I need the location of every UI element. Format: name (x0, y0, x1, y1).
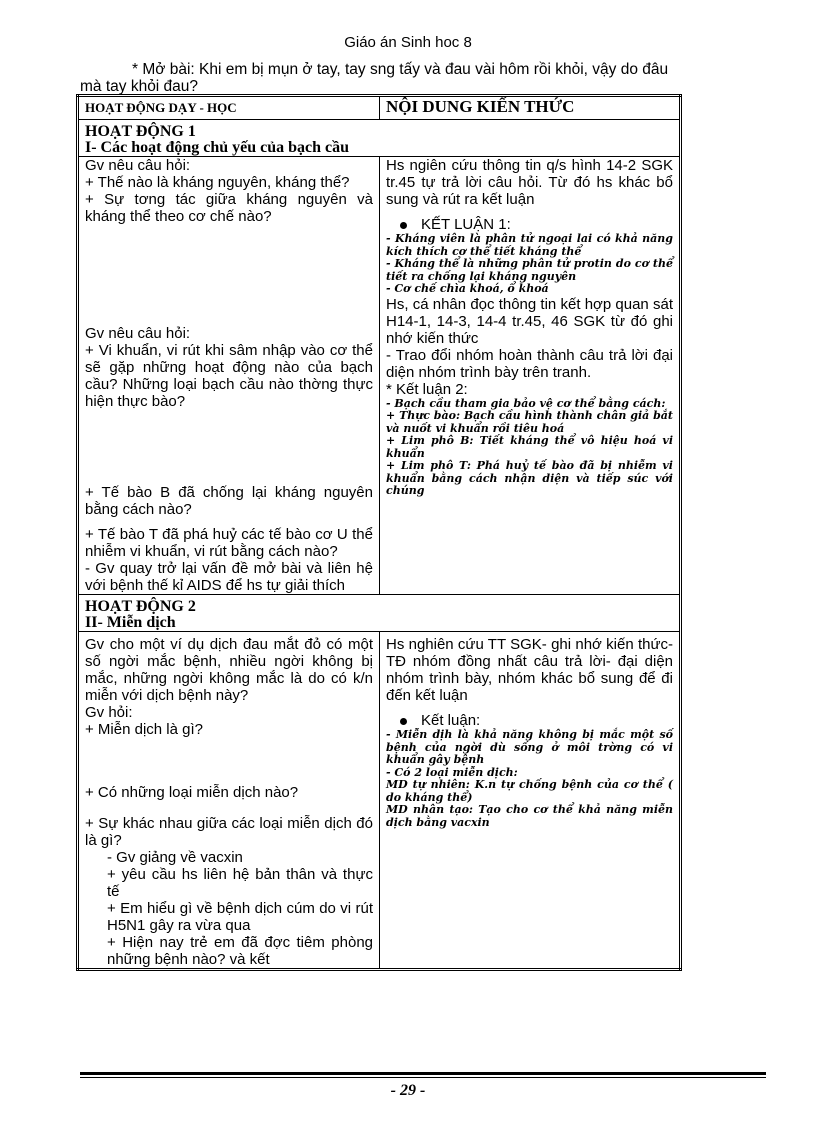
a1-left-7: - Gv quay trở lại vấn đề mở bài và liên hệ với bệnh thế kỉ AIDS để hs tự giải thích (85, 560, 373, 594)
a1-kl2-head: * Kết luận 2: (386, 380, 468, 398)
page-header-title: Giáo án Sinh hoc 8 (344, 34, 472, 51)
a1-left-4: + Vi khuẩn, vi rút khi sâm nhập vào cơ thể sẽ gặp những hoạt động nào của bạch cầu? Những loại bạch cầu nào thờng thực hiện thực bào? (85, 342, 373, 410)
spacer (85, 738, 373, 784)
footer-rule-thick (80, 1072, 766, 1075)
table-header-row (78, 96, 681, 120)
activity-1-title-row (78, 120, 681, 157)
a1-kl2-2: + Lim phô B: Tiết kháng thể vô hiệu hoá vi khuẩn (386, 434, 673, 460)
a2-left-7: + Em hiểu gì về bệnh dịch cúm do vi rút H5N1 gây ra vừa qua (107, 900, 373, 934)
a2-left-6: + yêu cầu hs liên hệ bản thân và thực tế (107, 866, 373, 900)
a2-right-intro: Hs nghiên cứu TT SGK- ghi nhớ kiến thức- TĐ nhóm đồng nhất câu trả lời- đại diện nhóm trình bày, nhóm khác bổ sung để đi đến kết luận (386, 636, 673, 704)
col-header-content: NỘI DUNG KIẾN THỨC (380, 96, 681, 120)
activity-2-content-cell (380, 632, 681, 970)
a2-left-1: Gv hỏi: (85, 704, 133, 721)
activity-1-title-cell (78, 120, 681, 157)
a1-kl2-0: - Bạch cầu tham gia bảo vệ cơ thể bằng cách: (386, 396, 666, 410)
activity-2-body-row (78, 632, 681, 970)
a2-left-2: + Miễn dịch là gì? (85, 721, 203, 738)
a1-kl1-1: - Kháng thể là những phân tử protin do cơ thể tiết ra chống lại kháng nguyên (386, 257, 673, 283)
a1-right-intro: Hs ngiên cứu thông tin q/s hình 14-2 SGK tr.45 tự trả lời câu hỏi. Từ đó hs khác bổ sung và rút ra kết luận (386, 157, 673, 208)
a1-left-5: + Tế bào B đã chống lại kháng nguyên bằng cách nào? (85, 484, 373, 518)
intro-paragraph (80, 61, 766, 95)
a1-kl1-0: - Kháng viên là phân tử ngoại lai có khả năng kích thích cơ thể tiết kháng thể (386, 232, 673, 258)
spacer (85, 518, 373, 526)
a2-left-8: + Hiện nay trẻ em đã đợc tiêm phòng những bệnh nào? và kết (107, 934, 373, 968)
a1-kl1-head (386, 216, 673, 233)
lesson-table (76, 94, 682, 971)
a2-left-5: - Gv giảng về vacxin (107, 849, 243, 866)
a1-left-2: + Sự tơng tác giữa kháng nguyên và kháng thể theo cơ chế nào? (85, 191, 373, 225)
a2-kl-2: MD tự nhiên: K.n tự chống bệnh của cơ thể ( do kháng thể) (386, 778, 673, 804)
a1-left-0: Gv nêu câu hỏi: (85, 157, 191, 174)
a2-kl-0: - Miễn dịh là khả năng không bị mắc một số bệnh của ngời dù sống ở môi trờng có vi khuẩn gây bệnh (386, 728, 673, 766)
spacer (85, 801, 373, 815)
a1-right-mid2: - Trao đổi nhóm hoàn thành câu trả lời đại diện nhóm trình bày trên tranh. (386, 346, 673, 381)
a2-left-4: + Sự khác nhau giữa các loại miễn dịch đó là gì? (85, 815, 373, 849)
intro-line-1: * Mở bài: Khi em bị mụn ở tay, tay sng tấy và đau vài hôm rồi khỏi, vậy do đâu (132, 61, 669, 78)
bullet-icon (400, 222, 407, 229)
activity-1-teacher-cell (78, 157, 380, 595)
a1-kl2-1: + Thực bào: Bạch cầu hình thành chân giả bắt và nuốt vi khuẩn rồi tiêu hoá (386, 409, 673, 435)
a2-kl-head-text: Kết luận: (421, 712, 481, 729)
a1-left-6: + Tế bào T đã phá huỷ các tế bào cơ U thể nhiễm vi khuẩn, vi rút bằng cách nào? (85, 526, 373, 560)
a1-left-1: + Thế nào là kháng nguyên, kháng thể? (85, 174, 350, 191)
bullet-icon (400, 718, 407, 725)
spacer (85, 410, 373, 484)
activity-1-content-cell (380, 157, 681, 595)
a1-right-mid: Hs, cá nhân đọc thông tin kết hợp quan sát H14-1, 14-3, 14-4 tr.45, 46 SGK từ đó ghi nhớ kiến thức (386, 295, 673, 347)
spacer (85, 225, 373, 325)
activity-2-title-cell (78, 595, 681, 632)
a2-left-0: Gv cho một ví dụ dịch đau mắt đỏ có một số ngời mắc bệnh, nhiều ngời không bị mắc, những ngời không mắc là do có k/n miễn với dịch bệnh này? (85, 636, 373, 704)
spacer (386, 208, 673, 216)
activity-2-subtitle: II- Miễn dịch (85, 614, 176, 631)
activity-2-teacher-cell (78, 632, 380, 970)
footer-rule-thin (80, 1077, 766, 1078)
a2-kl-head (386, 712, 673, 729)
a1-left-3: Gv nêu câu hỏi: (85, 325, 191, 342)
a1-kl1-2: - Cơ chế chìa khoá, ổ khoá (386, 282, 549, 295)
activity-1-subtitle: I- Các hoạt động chủ yếu của bạch cầu (85, 139, 350, 156)
a1-kl1-head-text: KẾT LUẬN 1: (421, 216, 511, 233)
page-number: - 29 - (390, 1082, 426, 1099)
a2-left-3: + Có những loại miễn dịch nào? (85, 784, 299, 801)
a2-kl-3: MD nhân tạo: Tạo cho cơ thể khả năng miễn dịch bằng vacxin (386, 803, 673, 829)
col-header-activities: HOẠT ĐỘNG DẠY - HỌC (78, 96, 380, 120)
activity-2-title: HOẠT ĐỘNG 2 (85, 598, 196, 615)
a1-kl2-3: + Lim phô T: Phá huỷ tế bào đã bị nhiễm vi khuẩn bằng cách nhận diện và tiếp súc với chúng (386, 459, 673, 497)
spacer (386, 704, 673, 712)
activity-1-body-row (78, 157, 681, 595)
a2-kl-1: - Có 2 loại miễn dịch: (386, 765, 518, 779)
activity-2-title-row (78, 595, 681, 632)
intro-line-2: mà tay khỏi đau? (80, 78, 199, 95)
activity-1-title: HOẠT ĐỘNG 1 (85, 123, 196, 140)
